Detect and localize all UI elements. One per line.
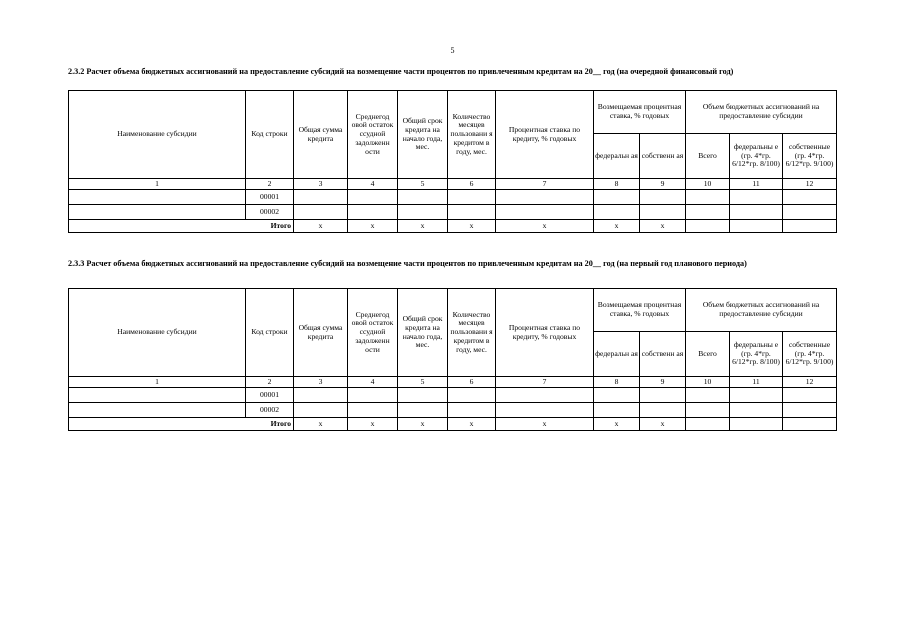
header-volume-total: Всего	[686, 134, 730, 179]
cell-reimb-own[interactable]	[640, 190, 686, 205]
cell-volume-federal[interactable]	[730, 205, 783, 220]
table-row	[69, 205, 837, 220]
header-volume-federal: федеральны е (гр. 4*гр. 6/12*гр. 8/100)	[730, 332, 783, 377]
column-number: 2	[246, 179, 294, 190]
header-budget-volume-group: Объем бюджетных ассигнований на предоставление субсидии	[686, 91, 837, 134]
header-loan-term: Общий срок кредита на начало года, мес.	[398, 91, 448, 179]
cell-months-used[interactable]	[448, 205, 496, 220]
table-row	[69, 388, 837, 403]
column-number: 3	[294, 377, 348, 388]
header-interest-rate: Процентная ставка по кредиту, % годовых	[496, 289, 594, 377]
cell-volume-total[interactable]	[686, 205, 730, 220]
cell-volume-total[interactable]	[686, 403, 730, 418]
header-reimbursed-rate-group: Возмещаемая процентная ставка, % годовых	[594, 91, 686, 134]
total-mark: x	[294, 418, 348, 431]
total-mark: x	[348, 418, 398, 431]
total-mark: x	[448, 418, 496, 431]
cell-row-code: 00001	[246, 388, 294, 403]
header-reimb-own: собственн ая	[640, 332, 686, 377]
column-number: 4	[348, 377, 398, 388]
cell-interest-rate[interactable]	[496, 190, 594, 205]
column-number: 7	[496, 179, 594, 190]
cell-avg-balance[interactable]	[348, 388, 398, 403]
header-loan-term: Общий срок кредита на начало года, мес.	[398, 289, 448, 377]
header-reimb-own: собственн ая	[640, 134, 686, 179]
header-reimb-federal: федеральн ая	[594, 134, 640, 179]
column-number: 5	[398, 377, 448, 388]
page-number: 5	[450, 46, 455, 55]
header-volume-own: собственные (гр. 4*гр. 6/12*гр. 9/100)	[783, 332, 837, 377]
column-number: 12	[783, 377, 837, 388]
column-number: 6	[448, 377, 496, 388]
total-label: Итого	[69, 220, 294, 233]
cell-volume-own[interactable]	[783, 418, 837, 431]
total-label: Итого	[69, 418, 294, 431]
total-mark: x	[640, 418, 686, 431]
cell-avg-balance[interactable]	[348, 190, 398, 205]
cell-loan-term[interactable]	[398, 205, 448, 220]
column-number: 10	[686, 179, 730, 190]
column-number: 9	[640, 377, 686, 388]
table-row	[69, 403, 837, 418]
cell-reimb-federal[interactable]	[594, 388, 640, 403]
cell-volume-own[interactable]	[783, 403, 837, 418]
header-total-sum: Общая сумма кредита	[294, 289, 348, 377]
total-mark: x	[348, 220, 398, 233]
total-mark: x	[496, 220, 594, 233]
column-number: 8	[594, 377, 640, 388]
column-number: 7	[496, 377, 594, 388]
column-number: 1	[69, 377, 246, 388]
header-subsidy-name: Наименование субсидии	[69, 91, 246, 179]
cell-name[interactable]	[69, 190, 246, 205]
column-number: 8	[594, 179, 640, 190]
column-number: 2	[246, 377, 294, 388]
header-row-code: Код строки	[246, 91, 294, 179]
cell-volume-total[interactable]	[686, 220, 730, 233]
column-number: 10	[686, 377, 730, 388]
cell-name[interactable]	[69, 388, 246, 403]
table-row	[69, 190, 837, 205]
cell-total-sum[interactable]	[294, 388, 348, 403]
column-number: 11	[730, 377, 783, 388]
total-row	[69, 220, 837, 233]
header-row-code: Код строки	[246, 289, 294, 377]
total-mark: x	[594, 418, 640, 431]
column-number: 1	[69, 179, 246, 190]
total-mark: x	[294, 220, 348, 233]
total-mark: x	[398, 418, 448, 431]
cell-volume-own[interactable]	[783, 220, 837, 233]
cell-volume-own[interactable]	[783, 190, 837, 205]
total-row	[69, 418, 837, 431]
cell-months-used[interactable]	[448, 190, 496, 205]
column-number: 4	[348, 179, 398, 190]
header-reimbursed-rate-group: Возмещаемая процентная ставка, % годовых	[594, 289, 686, 332]
cell-loan-term[interactable]	[398, 190, 448, 205]
header-avg-balance: Среднегод овой остаток ссудной задолженн ости	[348, 91, 398, 179]
cell-total-sum[interactable]	[294, 403, 348, 418]
cell-volume-total[interactable]	[686, 388, 730, 403]
cell-volume-federal[interactable]	[730, 220, 783, 233]
cell-volume-own[interactable]	[783, 388, 837, 403]
cell-reimb-own[interactable]	[640, 403, 686, 418]
cell-avg-balance[interactable]	[348, 205, 398, 220]
total-mark: x	[640, 220, 686, 233]
cell-total-sum[interactable]	[294, 190, 348, 205]
cell-row-code: 00002	[246, 205, 294, 220]
total-mark: x	[448, 220, 496, 233]
cell-loan-term[interactable]	[398, 388, 448, 403]
column-number: 5	[398, 179, 448, 190]
column-number: 12	[783, 179, 837, 190]
cell-reimb-federal[interactable]	[594, 190, 640, 205]
cell-name[interactable]	[69, 403, 246, 418]
header-months-used: Количество месяцев пользовани я кредитом в году, мес.	[448, 289, 496, 377]
cell-volume-total[interactable]	[686, 190, 730, 205]
cell-volume-federal[interactable]	[730, 418, 783, 431]
total-mark: x	[398, 220, 448, 233]
cell-reimb-federal[interactable]	[594, 403, 640, 418]
cell-loan-term[interactable]	[398, 403, 448, 418]
header-interest-rate: Процентная ставка по кредиту, % годовых	[496, 91, 594, 179]
cell-months-used[interactable]	[448, 403, 496, 418]
cell-volume-total[interactable]	[686, 418, 730, 431]
cell-total-sum[interactable]	[294, 205, 348, 220]
cell-interest-rate[interactable]	[496, 403, 594, 418]
cell-reimb-federal[interactable]	[594, 205, 640, 220]
header-volume-total: Всего	[686, 332, 730, 377]
column-number: 3	[294, 179, 348, 190]
total-mark: x	[496, 418, 594, 431]
header-months-used: Количество месяцев пользовани я кредитом в году, мес.	[448, 91, 496, 179]
header-budget-volume-group: Объем бюджетных ассигнований на предоставление субсидии	[686, 289, 837, 332]
total-mark: x	[594, 220, 640, 233]
cell-volume-federal[interactable]	[730, 388, 783, 403]
cell-reimb-own[interactable]	[640, 388, 686, 403]
cell-interest-rate[interactable]	[496, 388, 594, 403]
subsidy-calculation-table-2-3-3	[68, 288, 837, 431]
column-number: 6	[448, 179, 496, 190]
header-subsidy-name: Наименование субсидии	[69, 289, 246, 377]
cell-name[interactable]	[69, 205, 246, 220]
header-reimb-federal: федеральн ая	[594, 332, 640, 377]
cell-months-used[interactable]	[448, 388, 496, 403]
cell-volume-own[interactable]	[783, 205, 837, 220]
column-number: 9	[640, 179, 686, 190]
subsidy-calculation-table-2-3-2	[68, 90, 837, 233]
section-title-2-3-2: 2.3.2 Расчет объема бюджетных ассигнований на предоставление субсидий на возмещение части процентов по привлеченным кредитам на 20__ год (на очередной финансовый год)	[68, 67, 734, 76]
section-title-2-3-3: 2.3.3 Расчет объема бюджетных ассигнований на предоставление субсидий на возмещение части процентов по привлеченным кредитам на 20__ год (на первый год планового периода)	[68, 259, 747, 268]
cell-reimb-own[interactable]	[640, 205, 686, 220]
cell-row-code: 00001	[246, 190, 294, 205]
header-total-sum: Общая сумма кредита	[294, 91, 348, 179]
header-avg-balance: Среднегод овой остаток ссудной задолженн ости	[348, 289, 398, 377]
cell-interest-rate[interactable]	[496, 205, 594, 220]
cell-volume-federal[interactable]	[730, 403, 783, 418]
cell-avg-balance[interactable]	[348, 403, 398, 418]
header-volume-federal: федеральны е (гр. 4*гр. 6/12*гр. 8/100)	[730, 134, 783, 179]
column-number: 11	[730, 179, 783, 190]
header-volume-own: собственные (гр. 4*гр. 6/12*гр. 9/100)	[783, 134, 837, 179]
cell-volume-federal[interactable]	[730, 190, 783, 205]
cell-row-code: 00002	[246, 403, 294, 418]
